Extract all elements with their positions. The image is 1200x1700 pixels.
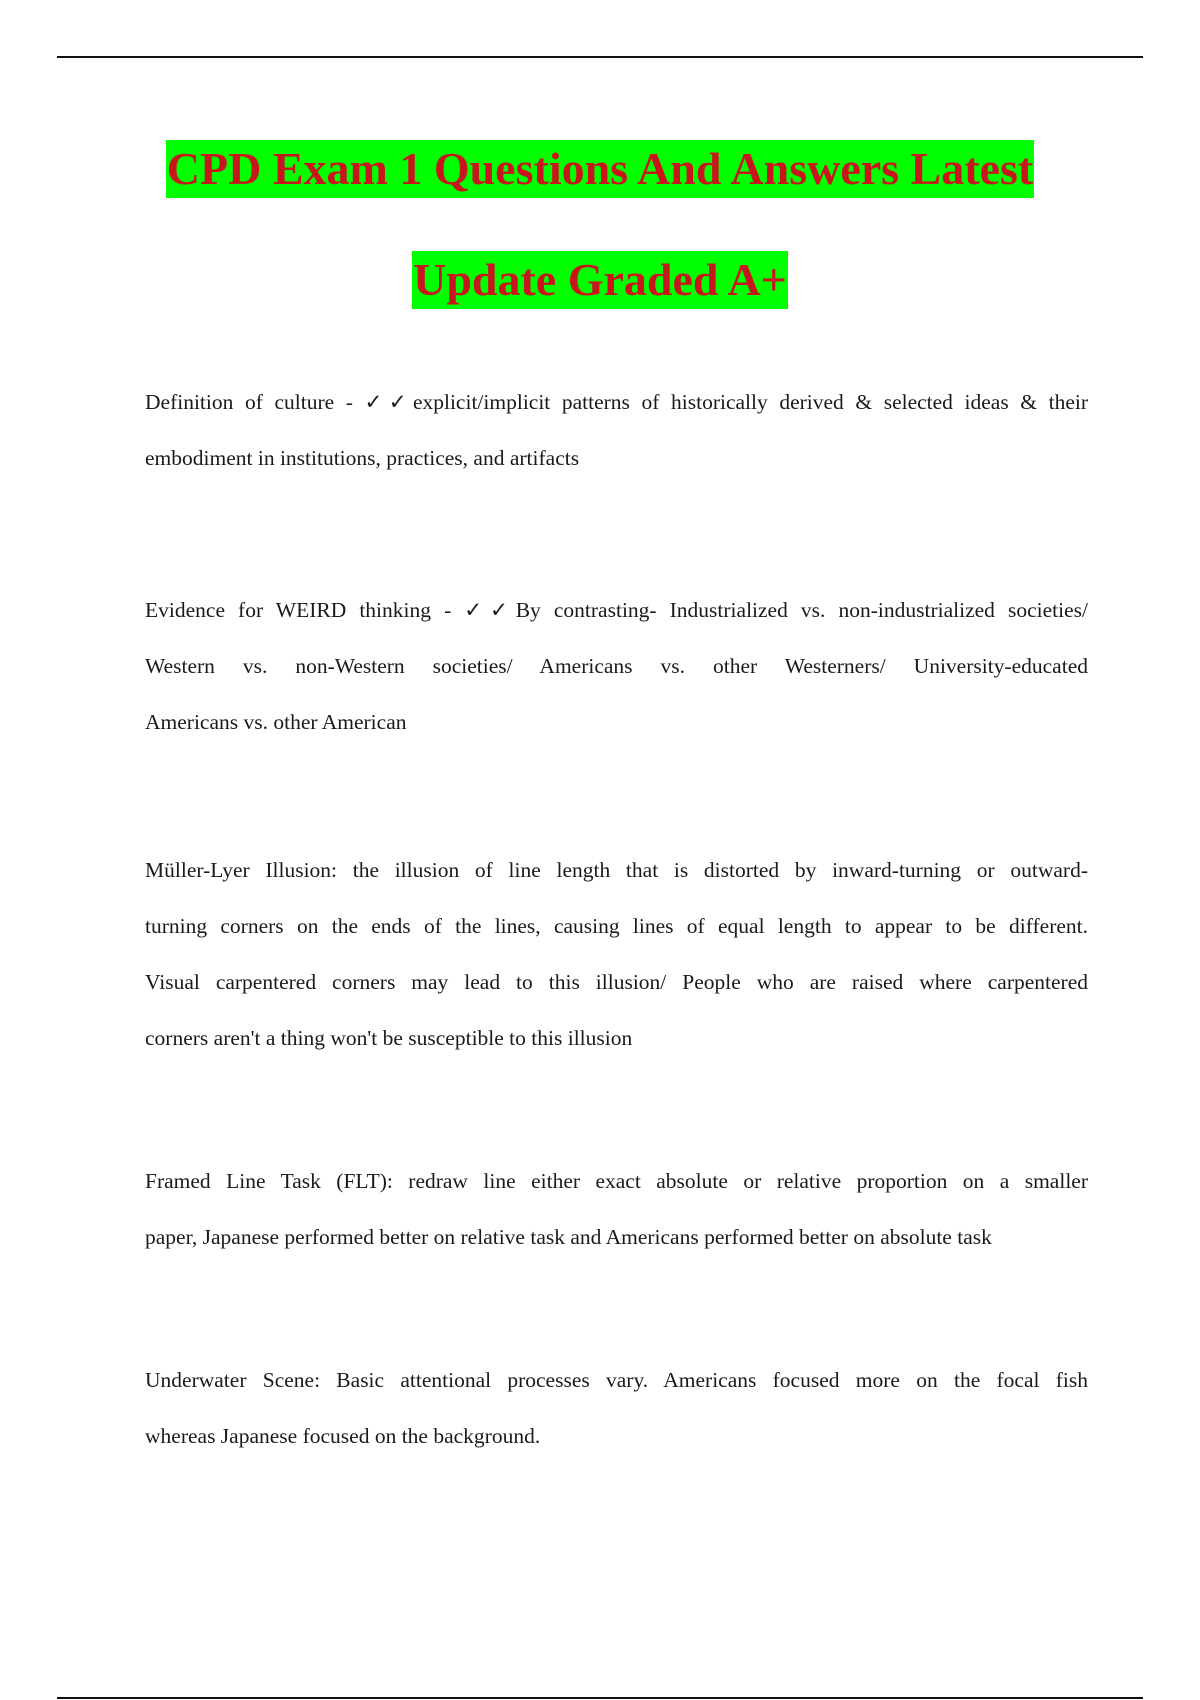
entry-line: embodiment in institutions, practices, and artifacts [145,446,580,470]
entry-line: Western vs. non-Western societies/ Americans vs. other Westerners/ University-educated [145,654,1088,678]
document-title [0,140,1200,309]
entry-line: Visual carpentered corners may lead to this illusion/ People who are raised where carpentered [145,970,1088,994]
entry-line: Definition of culture - ✓✓explicit/implicit patterns of historically derived & selected ideas & their [145,390,1088,414]
entry-underwater-scene [145,1352,1088,1464]
entry-line: Underwater Scene: Basic attentional processes vary. Americans focused more on the focal fish [145,1368,1088,1392]
entry-line: Framed Line Task (FLT): redraw line either exact absolute or relative proportion on a smaller [145,1169,1088,1193]
top-rule [57,56,1143,58]
entry-line: turning corners on the ends of the lines, causing lines of equal length to appear to be different. [145,914,1088,938]
bottom-rule [57,1697,1143,1699]
entry-definition-of-culture [145,374,1088,486]
entry-weird-thinking [145,582,1088,750]
entry-framed-line-task [145,1153,1088,1265]
entry-line: whereas Japanese focused on the background. [145,1424,541,1448]
title-line-2: Update Graded A+ [412,251,788,309]
title-line-1: CPD Exam 1 Questions And Answers Latest [166,140,1034,198]
entry-line: paper, Japanese performed better on relative task and Americans performed better on absolute task [145,1225,992,1249]
entry-line: Müller-Lyer Illusion: the illusion of line length that is distorted by inward-turning or outward- [145,858,1088,882]
entry-muller-lyer-illusion [145,842,1088,1066]
entry-line: corners aren't a thing won't be susceptible to this illusion [145,1026,633,1050]
entry-line: Evidence for WEIRD thinking - ✓✓By contrasting- Industrialized vs. non-industrialized societies/ [145,598,1088,622]
entry-line: Americans vs. other American [145,710,407,734]
